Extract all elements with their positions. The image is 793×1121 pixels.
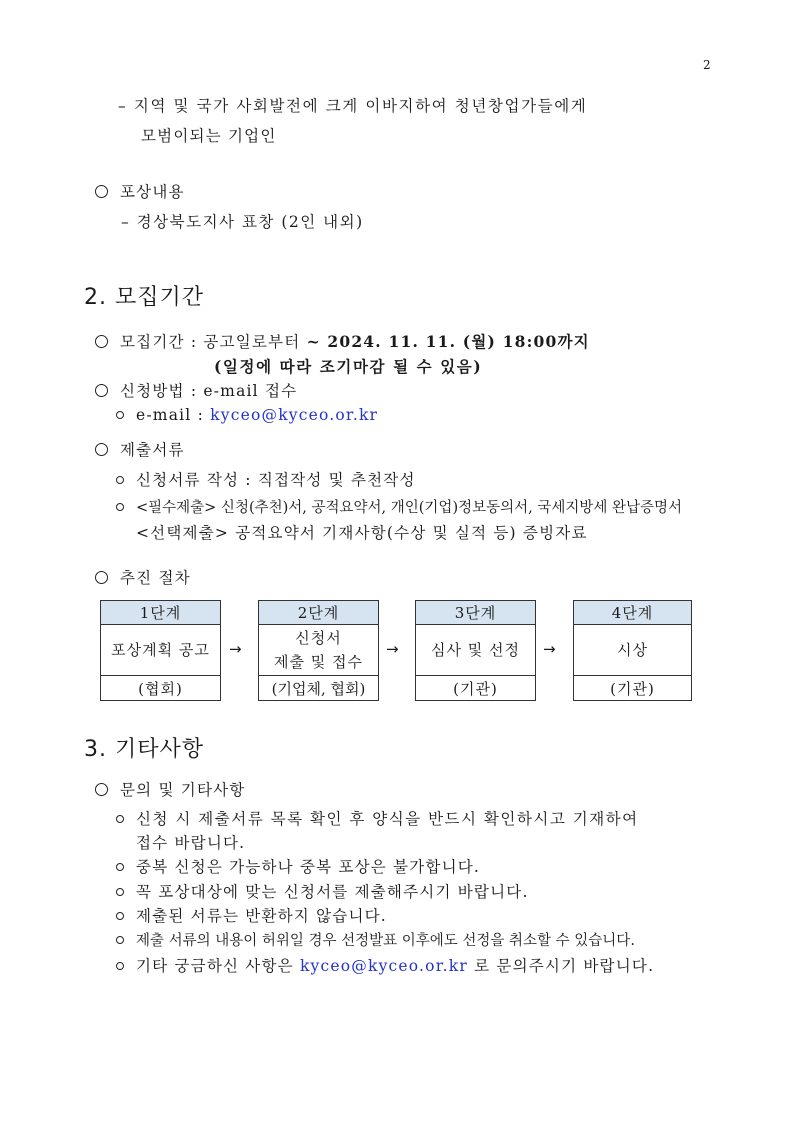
etc-item-6: 기타 궁금하신 사항은 kyceo@kyceo.or.kr 로 문의주시기 바랍니다.: [116, 956, 654, 976]
step-1-foot: (협회): [101, 675, 220, 700]
docs-item-3: <선택제출> 공적요약서 기재사항(수상 및 실적 등) 증빙자료: [136, 524, 588, 542]
section-2-title: 2. 모집기간: [84, 285, 204, 310]
etc-item-5: 제출 서류의 내용이 허위일 경우 선정발표 이후에도 선정을 취소할 수 있습니다.: [116, 931, 635, 951]
small-circle-bullet-icon: [116, 476, 124, 484]
email-link[interactable]: kyceo@kyceo.or.kr: [210, 406, 379, 424]
arrow-right-icon: →: [229, 640, 242, 658]
step-1-head: 1단계: [101, 601, 220, 625]
small-circle-bullet-icon: [116, 936, 124, 944]
circle-bullet-icon: [95, 185, 108, 198]
step-2-foot: (기업체, 협회): [259, 675, 378, 700]
step-box-1: [100, 600, 221, 701]
step-3-head: 3단계: [416, 601, 535, 625]
small-circle-bullet-icon: [116, 503, 124, 511]
step-3-main: 심사 및 선정: [431, 641, 520, 659]
docs-item-2: <필수제출> 신청(추천)서, 공적요약서, 개인(기업)정보동의서, 국세지방세 완납증명서: [116, 498, 682, 518]
step-box-3: [415, 600, 536, 701]
etc-heading: 문의 및 기타사항: [95, 780, 245, 800]
intro-line-1: – 지역 및 국가 사회발전에 크게 이바지하여 청년창업가들에게: [118, 97, 588, 115]
circle-bullet-icon: [95, 443, 108, 456]
circle-bullet-icon: [95, 783, 108, 796]
step-2-head: 2단계: [259, 601, 378, 625]
etc-item-4: 제출된 서류는 반환하지 않습니다.: [116, 906, 387, 926]
arrow-right-icon: →: [543, 640, 556, 658]
section-3-title: 3. 기타사항: [84, 737, 204, 762]
step-1-main: 포상계획 공고: [111, 641, 210, 659]
docs-item-1: 신청서류 작성 : 직접작성 및 추천작성: [116, 470, 416, 490]
arrow-right-icon: →: [386, 640, 399, 658]
etc-item-1: 신청 시 제출서류 목록 확인 후 양식을 반드시 확인하시고 기재하여: [116, 809, 639, 829]
docs-heading: 제출서류: [95, 440, 185, 460]
step-box-2: [258, 600, 379, 701]
period-note: (일정에 따라 조기마감 될 수 있음): [214, 357, 483, 376]
step-3-foot: (기관): [416, 675, 535, 700]
etc-item-3: 꼭 포상대상에 맞는 신청서를 제출해주시기 바랍니다.: [116, 882, 529, 902]
period-line: 모집기간 : 공고일로부터 ~ 2024. 11. 11. (월) 18:00까지: [95, 332, 590, 352]
step-box-4: [573, 600, 692, 701]
small-circle-bullet-icon: [116, 863, 124, 871]
reward-heading: 포상내용: [95, 182, 185, 202]
step-4-head: 4단계: [574, 601, 691, 625]
circle-bullet-icon: [95, 335, 108, 348]
method-line: 신청방법 : e-mail 접수: [95, 381, 297, 401]
small-circle-bullet-icon: [116, 912, 124, 920]
step-4-foot: (기관): [574, 675, 691, 700]
small-circle-bullet-icon: [116, 962, 124, 970]
circle-bullet-icon: [95, 571, 108, 584]
period-value: ~ 2024. 11. 11. (월) 18:00까지: [306, 332, 590, 351]
email-line: e-mail : kyceo@kyceo.or.kr: [116, 405, 378, 425]
small-circle-bullet-icon: [116, 888, 124, 896]
small-circle-bullet-icon: [116, 411, 124, 419]
step-4-main: 시상: [617, 641, 648, 659]
etc-item-2: 중복 신청은 가능하나 중복 포상은 불가합니다.: [116, 857, 480, 877]
circle-bullet-icon: [95, 384, 108, 397]
process-heading: 추진 절차: [95, 568, 191, 588]
step-2-main: 신청서 제출 및 접수: [274, 629, 363, 671]
intro-line-2: 모범이되는 기업인: [141, 127, 277, 145]
small-circle-bullet-icon: [116, 815, 124, 823]
email-link[interactable]: kyceo@kyceo.or.kr: [299, 957, 468, 975]
reward-item: – 경상북도지사 표창 (2인 내외): [121, 213, 364, 231]
page-number: 2: [703, 58, 711, 72]
etc-item-1-cont: 접수 바랍니다.: [136, 834, 246, 852]
